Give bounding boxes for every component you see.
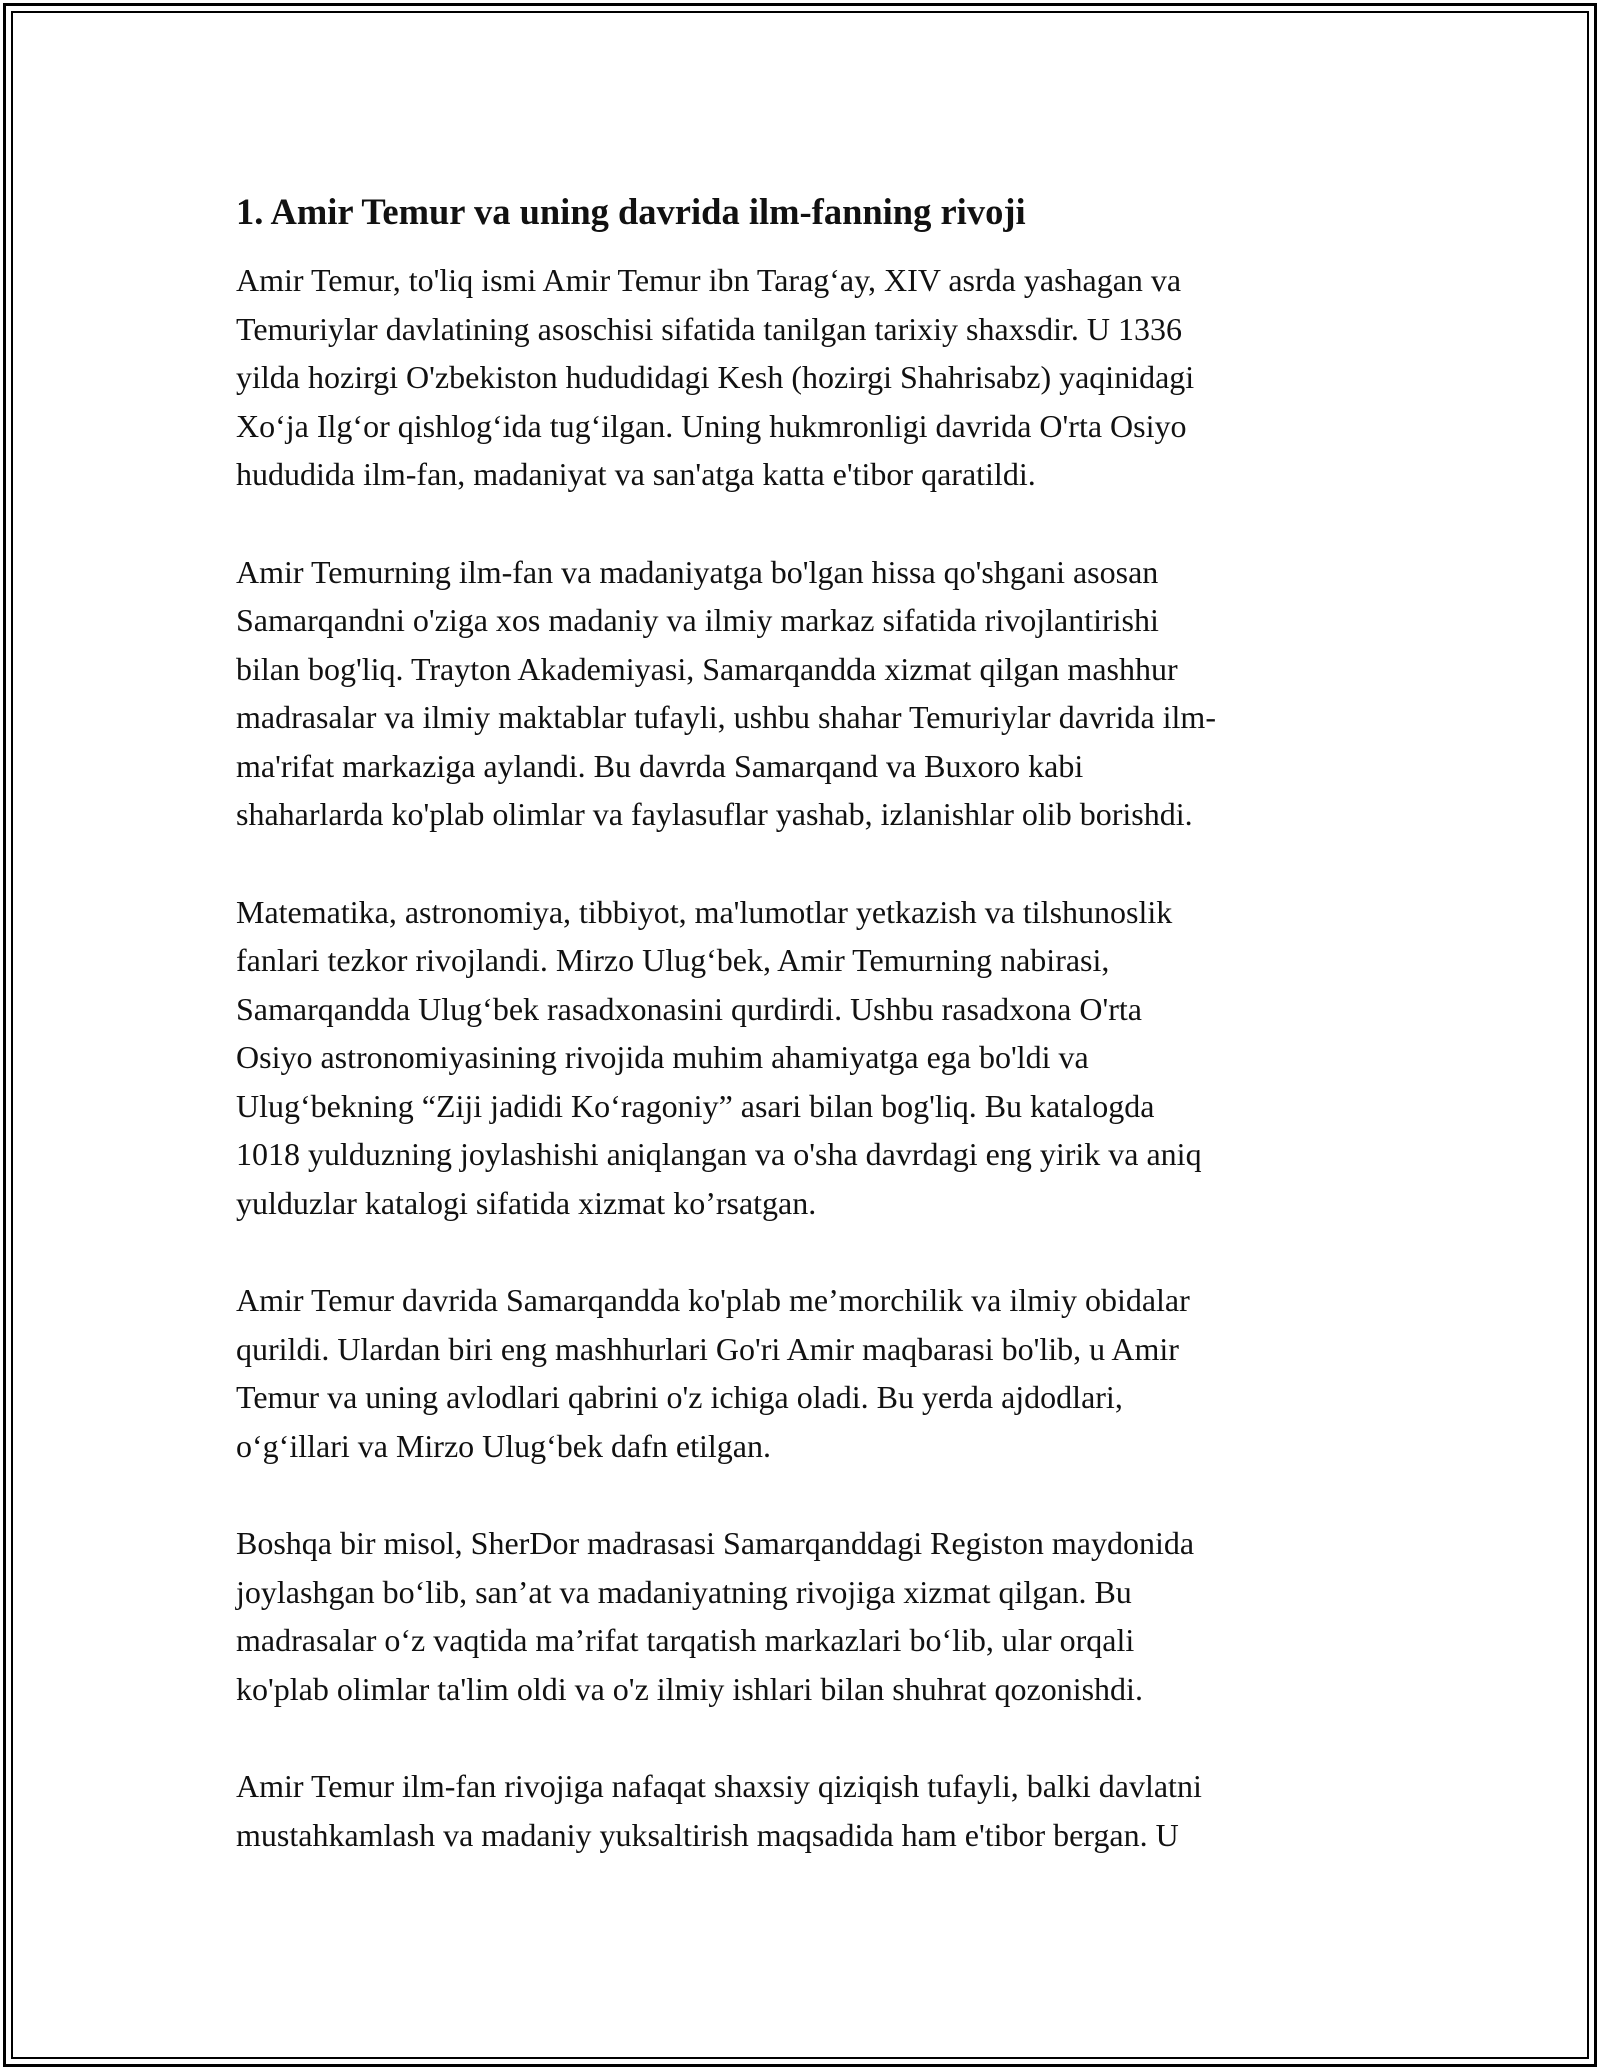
- text-line: fanlari tezkor rivojlandi. Mirzo Ulug‘bek, Amir Temurning nabirasi,: [236, 942, 1110, 978]
- text-line: o‘g‘illari va Mirzo Ulug‘bek dafn etilgan.: [236, 1427, 771, 1464]
- text-line: shaharlarda ko'plab olimlar va faylasuflar yashab, izlanishlar olib borishdi.: [236, 796, 1193, 832]
- text-line: Amir Temur davrida Samarqandda ko'plab me’morchilik va ilmiy obidalar: [236, 1282, 1190, 1318]
- text-line: madrasalar va ilmiy maktablar tufayli, ushbu shahar Temuriylar davrida ilm-: [236, 699, 1216, 735]
- text-line: ma'rifat markaziga aylandi. Bu davrda Samarqand va Buxoro kabi: [236, 747, 1084, 784]
- text-line: Ulug‘bekning “Ziji jadidi Ko‘ragoniy” asari bilan bog'liq. Bu katalogda: [236, 1087, 1155, 1124]
- text-line: Osiyo astronomiyasining rivojida muhim ahamiyatga ega bo'ldi va: [236, 1039, 1089, 1075]
- text-line: Samarqandda Ulug‘bek rasadxonasini qurdirdi. Ushbu rasadxona O'rta: [236, 990, 1142, 1027]
- text-line: yulduzlar katalogi sifatida xizmat ko’rsatgan.: [236, 1184, 817, 1221]
- text-line: joylashgan bo‘lib, san’at va madaniyatning rivojiga xizmat qilgan. Bu: [236, 1573, 1132, 1610]
- document-body: [236, 186, 1366, 1908]
- paragraph-list: [236, 256, 1366, 1859]
- text-line: Amir Temurning ilm-fan va madaniyatga bo'lgan hissa qo'shgani asosan: [236, 553, 1159, 590]
- paragraph-6: [236, 1762, 1366, 1859]
- text-line: qurildi. Ulardan biri eng mashhurlari Go'ri Amir maqbarasi bo'lib, u Amir: [236, 1330, 1179, 1367]
- section-heading: 1. Amir Temur va uning davrida ilm-fanning rivoji: [236, 191, 1026, 232]
- text-line: Amir Temur ilm-fan rivojiga nafaqat shaxsiy qiziqish tufayli, balki davlatni: [236, 1768, 1202, 1804]
- text-line: ko'plab olimlar ta'lim oldi va o'z ilmiy ishlari bilan shuhrat qozonishdi.: [236, 1670, 1143, 1707]
- text-line: Amir Temur, to'liq ismi Amir Temur ibn Tarag‘ay, XIV asrda yashagan va: [236, 262, 1182, 298]
- text-line: Matematika, astronomiya, tibbiyot, ma'lumotlar yetkazish va tilshunoslik: [236, 893, 1173, 930]
- paragraph-2: [236, 548, 1366, 839]
- text-line: Temuriylar davlatining asoschisi sifatida tanilgan tarixiy shaxsdir. U 1336: [236, 310, 1183, 347]
- text-line: hududida ilm-fan, madaniyat va san'atga katta e'tibor qaratildi.: [236, 456, 1036, 492]
- text-line: madrasalar o‘z vaqtida ma’rifat tarqatish markazlari bo‘lib, ular orqali: [236, 1622, 1135, 1658]
- paragraph-3: [236, 888, 1366, 1228]
- text-line: yilda hozirgi O'zbekiston hududidagi Kesh (hozirgi Shahrisabz) yaqinidagi: [236, 359, 1195, 395]
- text-line: Samarqandni o'ziga xos madaniy va ilmiy markaz sifatida rivojlantirishi: [236, 602, 1159, 638]
- text-line: 1018 yulduzning joylashishi aniqlangan va o'sha davrdagi eng yirik va aniq: [236, 1136, 1202, 1172]
- text-line: Boshqa bir misol, SherDor madrasasi Samarqanddagi Registon maydonida: [236, 1525, 1195, 1561]
- text-line: Temur va uning avlodlari qabrini o'z ichiga oladi. Bu yerda ajdodlari,: [236, 1379, 1123, 1415]
- paragraph-4: [236, 1276, 1366, 1470]
- paragraph-5: [236, 1519, 1366, 1713]
- paragraph-1: [236, 256, 1366, 499]
- text-line: Xo‘ja Ilg‘or qishlog‘ida tug‘ilgan. Uning hukmronligi davrida O'rta Osiyo: [236, 407, 1187, 444]
- text-line: mustahkamlash va madaniy yuksaltirish maqsadida ham e'tibor bergan. U: [236, 1816, 1179, 1853]
- text-line: bilan bog'liq. Trayton Akademiyasi, Samarqandda xizmat qilgan mashhur: [236, 650, 1178, 687]
